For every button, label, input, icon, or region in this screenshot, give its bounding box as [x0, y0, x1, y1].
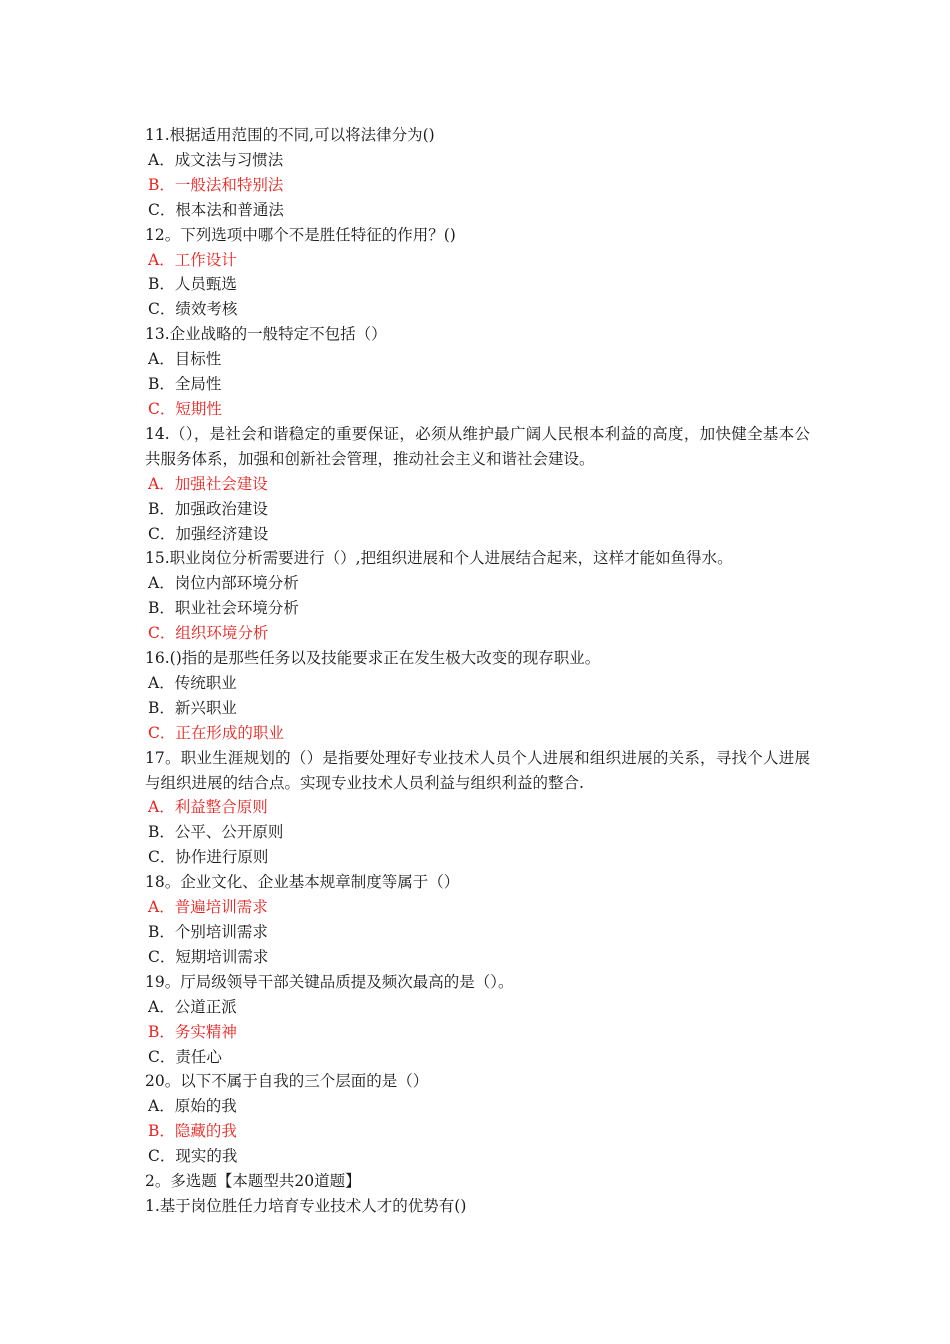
- option-c-correct: C．短期性: [148, 399, 222, 418]
- question-block: [145, 422, 810, 547]
- option-b-correct: B．务实精神: [148, 1022, 237, 1041]
- question-text: 19。厅局级领导干部关键品质提及频次最高的是（）。: [145, 972, 514, 991]
- option-b: B．职业社会环境分析: [148, 599, 299, 618]
- option-a: A．原始的我: [148, 1097, 237, 1116]
- question-text: 13.企业战略的一般特定不包括（）: [145, 325, 387, 344]
- option-a: A．岗位内部环境分析: [148, 574, 299, 593]
- option-c: C．短期培训需求: [148, 947, 269, 966]
- question-text: 16.()指的是那些任务以及技能要求正在发生极大改变的现存职业。: [145, 649, 601, 668]
- section-heading: 2。多选题【本题型共20道题】: [145, 1172, 361, 1191]
- question-block: [145, 223, 810, 323]
- option-c-correct: C．正在形成的职业: [148, 723, 284, 742]
- option-c: C．协作进行原则: [148, 848, 269, 867]
- option-b: B．加强政治建设: [148, 499, 268, 518]
- option-c: C．责任心: [148, 1047, 222, 1066]
- option-b: B．个别培训需求: [148, 923, 268, 941]
- option-c: C．加强经济建设: [148, 524, 269, 543]
- option-b: B．人员甄选: [148, 275, 237, 294]
- option-c: C．现实的我: [148, 1147, 238, 1166]
- question-block: [145, 322, 810, 422]
- question-block: [145, 1069, 810, 1169]
- question-text: 12。下列选项中哪个不是胜任特征的作用？(): [145, 225, 456, 244]
- question-text: 18。企业文化、企业基本规章制度等属于（）: [145, 873, 460, 892]
- question-block: [145, 123, 810, 223]
- option-b: B．新兴职业: [148, 698, 237, 717]
- question-text: 20。以下不属于自我的三个层面的是（）: [145, 1072, 429, 1091]
- option-a: A．传统职业: [148, 673, 237, 692]
- question-block: [145, 646, 810, 746]
- option-a-correct: A．工作设计: [148, 250, 237, 269]
- question-text: 14.（），是社会和谐稳定的重要保证，必须从维护最广阔人民根本利益的高度，加快健全基本公共服务体系，加强和创新社会管理，推动社会主义和谐社会建设。: [145, 424, 810, 468]
- question-block: [145, 970, 810, 1070]
- option-b: B．全局性: [148, 375, 222, 394]
- option-a-correct: A．加强社会建设: [148, 474, 268, 493]
- option-b: B．公平、公开原则: [148, 823, 284, 842]
- option-a: A．目标性: [148, 350, 222, 369]
- question-block: [145, 546, 810, 646]
- question-block: [145, 746, 810, 871]
- option-b-correct: B．隐藏的我: [148, 1122, 237, 1141]
- question-block: [145, 870, 810, 970]
- question-text: 17。职业生涯规划的（）是指要处理好专业技术人员个人进展和组织进展的关系，寻找个人进展与组织进展的结合点。实现专业技术人员利益与组织利益的整合.: [145, 748, 810, 792]
- document-page: [145, 123, 810, 1219]
- question-text: 1.基于岗位胜任力培育专业技术人才的优势有(): [145, 1196, 467, 1215]
- option-c: C．根本法和普通法: [148, 200, 284, 219]
- option-c: C．绩效考核: [148, 300, 238, 319]
- question-text: 15.职业岗位分析需要进行（）,把组织进展和个人进展结合起来，这样才能如鱼得水。: [145, 549, 733, 568]
- option-a: A．成文法与习惯法: [148, 150, 284, 169]
- question-text: 11.根据适用范围的不同,可以将法律分为(): [145, 126, 435, 144]
- option-b-correct: B．一般法和特别法: [148, 175, 284, 194]
- option-a-correct: A．利益整合原则: [148, 798, 268, 817]
- option-a-correct: A．普遍培训需求: [148, 898, 268, 917]
- option-c-correct: C．组织环境分析: [148, 624, 269, 643]
- option-a: A．公道正派: [148, 997, 237, 1016]
